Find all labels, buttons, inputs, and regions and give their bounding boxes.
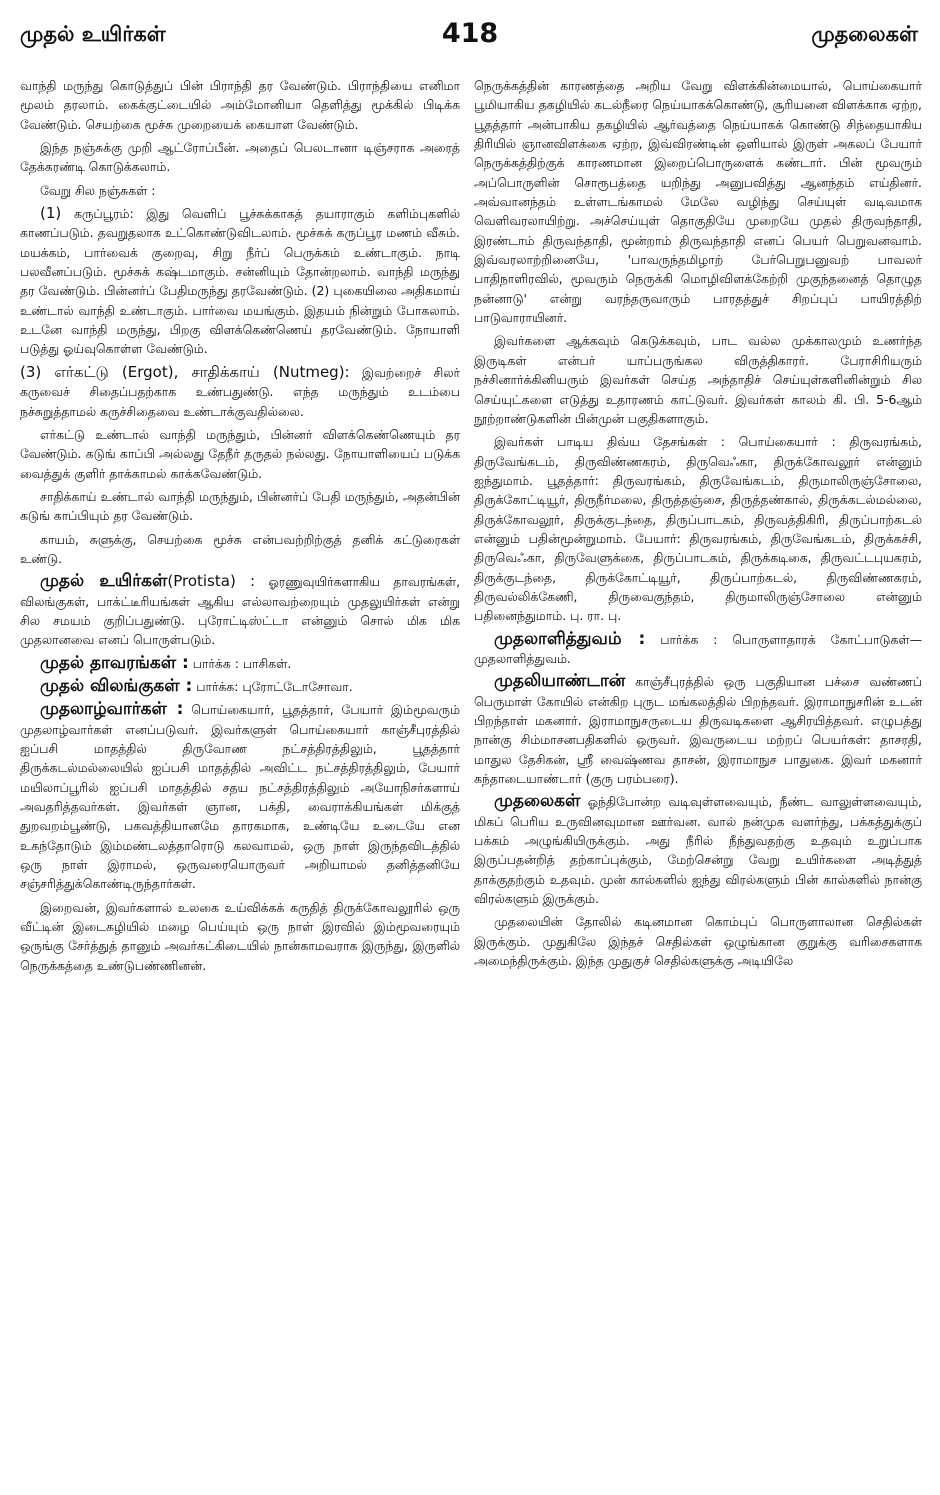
- entry-text: பார்க்க : பொருளாதாரக் கோட்பாடுகள்—முதலாளித்துவம்.: [474, 631, 922, 666]
- paragraph: இந்த நஞ்சுக்கு முறி ஆட்ரோப்பீன். அதைப் பெலடானா டிஞ்சராக அரைத் தேக்கரண்டி கொடுக்கலாம்.: [20, 140, 460, 175]
- running-head-left: முதல் உயிர்கள்: [20, 22, 166, 46]
- paragraph: [20, 363, 460, 421]
- entry-text: பார்க்க: புரோட்டோசோவா.: [196, 678, 353, 694]
- entry: [474, 672, 922, 788]
- entry: [20, 572, 460, 649]
- entry-heading: முதல் தாவரங்கள் :: [40, 652, 189, 673]
- entry: [474, 630, 922, 669]
- paragraph: [20, 204, 460, 359]
- entry-heading: முதல் விலங்குகள் :: [40, 675, 193, 696]
- paragraph: [474, 432, 922, 625]
- entry-text: பொய்கையார், பூதத்தார், பேயார் இம்மூவரும் முதலாழ்வார்கள் எனப்படுவர். இவர்களுள் பொய்கையார் காஞ்சீபுரத்தில் ஐப்பசி மாதத்தில் திருவோண நட்சத்திரத்திலும், பூதத்தார் திருக்கடல்மல்லையில் ஐப்பசி மாதத்தில் அவிட்ட நட்சத்திரத்திலும், பேயார் மயிலாப்பூரில் ஐப்பசி மாதத்தில் சதய நட்சத்திரத்திலும் அயோநிசர்களாய் அவதரித்தவர்கள். இவர்கள் ஞான, பக்தி, வைராக்கியங்கள் மிக்குத் துறவறம்பூண்டு, பகவத்தியானமே தாரகமாக, உண்டியே உடையே என உகந்தோடும் இம்மண்டலத்தாரொடு கலவாமல், ஒரு நாள் இருந்தவிடத்தில் ஒரு நாள் இராமல், ஒருவரையொருவர் அறியாமல் தனித்தனியே சஞ்சரித்துக்கொண்டிருந்தார்கள்.: [20, 702, 460, 892]
- paragraph-text: இவற்றைச் சிலர் கருவைச் சிதைப்பதற்காக உண்பதுண்டு. எந்த மருந்தும் உடம்பை நச்சுறுத்தாமல் கருச்சிதைவை உண்டாக்குவதில்லை.: [20, 364, 460, 419]
- paragraph: முதலையின் தோலில் கடினமான கொம்புப் பொருளாலான செதில்கள் இருக்கும். முதுகிலே இந்தச் செதில்கள் ஒழுங்கான குறுக்கு வரிசைகளாக அமைந்திருக்கும். இந்த முதுகுச் செதில்களுக்கு அடியிலே: [474, 914, 922, 969]
- entry-text: காஞ்சீபுரத்தில் ஒரு பகுதியான பச்சை வண்ணப் பெருமாள் கோயில் என்கிற புருட மங்கலத்தில் பிறந்தவர். இராமாநுசரின் உடன் பிறந்தாள் மகனார். இராமாநுசருடைய திருவடிகளை ஆசிரயித்தவர். எழுபத்து நான்கு சிம்மாசனபதிகளில் ஒருவர். இவருடைய மற்றப் பெயர்கள்: தாசரதி, மாதுல தேசிகன், ஸ்ரீ வைஷ்ணவ தாசன், இராமாநுச பாதுகை. இவர் மகனார் கந்தாடையாண்டார் (குரு பரம்பரை).: [474, 674, 922, 787]
- paragraph: வேறு சில நஞ்சுகள் :: [40, 182, 156, 198]
- paragraph: இவர்களை ஆக்கவும் கெடுக்கவும், பாட வல்ல முக்காலமும் உணர்ந்த இருடிகள் என்பர் யாப்பருங்கல விருத்திகாரர். பேராசிரியரும் நச்சினார்க்கினியரும் இவர்கள் செய்த அந்தாதிச் செய்யுள்களினின்றும் சில செய்யுட்களை எடுத்து உதாரணம் காட்டுவர். இவர்கள் காலம் கி. பி. 5-6ஆம் நூற்றாண்டுகளின் பின்முன் பகுதிகளாகும்.: [474, 333, 922, 426]
- paragraph: காயம், சுளுக்கு, செயற்கை மூச்சு என்பவற்றிற்குத் தனிக் கட்டுரைகள் உண்டு.: [20, 531, 460, 566]
- entry-heading: முதலாழ்வார்கள் :: [40, 699, 184, 720]
- entry-heading: முதலைகள்: [494, 791, 581, 812]
- paragraph: நெருக்கத்தின் காரணத்தை அறிய வேறு விளக்கின்மையால், பொய்கையார் பூமியாகிய தகழியில் கடல்நீரை நெய்யாகக்கொண்டு, சூரியனை விளக்காக ஏற்ற, பூதத்தார் அன்பாகிய தகழியில் ஆர்வத்தை நெய்யாகக் கொண்டு சிந்தையாகிய திரியில் ஞானவிளக்கை ஏற்ற, இவ்விரண்டின் ஒளியால் இருள் அகலப் பேயார் நெருக்கத்திற்குக் காரணமான இறைப்பொருளைக் கண்டார். பின் மூவரும் அப்பொருளின் சொரூபத்தை யறிந்து அனுபவித்து ஆனந்தம் எய்தினர். அவ்வானந்தம் உள்ளடங்காமல் மேலே வழிந்து செய்யுள் வடிவமாக வெளிவரலாயிற்று. அச்செய்யுள் தொகுதியே முறையே முதல் திருவந்தாதி, இரண்டாம் திருவந்தாதி, மூன்றாம் திருவந்தாதி எனப் பெயர் பெறுவனவாம். இவ்வரலாற்றினையே, 'பாவருந்தமிழாற் பேர்பெறுபனுவற் பாவலர் பாதிநாளிரவில், மூவரும் நெருக்கி மொழிவிளக்கேற்றி முகுந்தனைத் தொழுத நன்னாடு' என்று வரந்தருவாரும் பாரதத்துச் சிறப்புப் பாயிரத்திற் பாடுவாராயினர்.: [474, 78, 922, 326]
- item-heading: (3) எர்கட்டு (Ergot), சாதிக்காய் (Nutmeg):: [20, 362, 350, 381]
- paragraph-text: கருப்பூரம்: இது வெளிப் பூச்சுக்காகத் தயாராகும் களிம்புகளில் காணப்படும். தவறுதலாக உட்கொண்டுவிடலாம். மூச்சுக் கருப்பூர மணம் வீசும். மயக்கம், பார்வைக் குறைவு, சிறு நீர்ப் பெருக்கம் உண்டாகும். நாடி பலவீனப்படும். மூச்சுக் கஷ்டமாகும். சன்னியும் தோன்றலாம். வாந்தி மருந்து தர வேண்டும். பின்னர்ப் பேதிமருந்து தரவேண்டும். (2) புகையிலை அதிகமாய் உண்டால் வாந்தி உண்டாகும். பார்வை மயங்கும். இதயம் நின்றும் போகலாம். உடனே வாந்தி மருந்து, பிறகு விளக்கெண்ணெய் தரவேண்டும். நோயாளி படுத்து ஓய்வுகொள்ள வேண்டும்.: [20, 206, 460, 357]
- entry: [474, 792, 922, 908]
- page-header: [0, 0, 940, 60]
- entry-text: பார்க்க : பாசிகள்.: [192, 655, 292, 671]
- paragraph: எர்கட்டு உண்டால் வாந்தி மருந்தும், பின்னர் விளக்கெண்ணெயும் தர வேண்டும். கடுங் காப்பி அல்லது தேநீர் தருதல் நல்லது. நோயாளியைப் படுக்க வைத்துக் குளிர் தாக்காமல் காக்கவேண்டும்.: [20, 426, 460, 481]
- paragraph: சாதிக்காய் உண்டால் வாந்தி மருந்தும், பின்னர்ப் பேதி மருந்தும், அதன்பின் கடுங் காப்பியும் தர வேண்டும்.: [20, 488, 460, 524]
- entry: [20, 700, 460, 893]
- paragraph: இறைவன், இவர்களால் உலகை உய்விக்கக் கருதித் திருக்கோவலூரில் ஒரு வீட்டின் இடைகழியில் மழை பெய்யும் ஒரு நாள் இரவில் இம்மூவரையும் ஒருங்கு சேர்த்துத் தானும் அவர்கட்கிடையில் நான்காமவராக இருந்து, இருளில் நெருக்கத்தை உண்டுபண்ணினன்.: [20, 899, 460, 973]
- right-column: [474, 76, 922, 1486]
- page-number: 418: [441, 18, 499, 49]
- running-head-right: முதலைகள்: [811, 22, 918, 46]
- entry-text: ஓந்திபோன்ற வடிவுள்ளவையும், நீண்ட வாலுள்ளவையும், மிகப் பெரிய உருவினவுமான ஊர்வன. வால் நன்முக வளர்ந்து, பக்கத்துக்குப் பக்கம் அழுங்கியிருக்கும். அது நீரில் நீந்துவதற்கு உதவும் உறுப்பாக இருப்பதன்றித் தற்காப்புக்கும், மேற்சென்று வேறு உயிர்களை அடித்துத் தாக்குதற்கும் உதவும். முன் கால்களில் ஐந்து விரல்களும் பின் கால்களில் நான்கு விரல்களும் இருக்கும்.: [474, 794, 922, 907]
- entry-heading: முதலாளித்துவம் :: [494, 628, 646, 649]
- entry: [20, 654, 460, 673]
- item-number: (1): [40, 204, 62, 223]
- entry-heading: முதலியாண்டான்: [494, 671, 626, 692]
- paragraph-text: இவர்கள் பாடிய திவ்ய தேசங்கள் : பொய்கையார் : திருவரங்கம், திருவேங்கடம், திருவிண்ணகரம், திருவெஃகா, திருக்கோவலூர் என்னும் ஐந்துமாம். பூதத்தார்: திருவரங்கம், திருவேங்கடம், திருமாலிருஞ்சோலை, திருக்கோட்டியூர், திருநீர்மலை, திருத்தஞ்சை, திருத்தண்கால், திருக்கடல்மல்லை, திருக்கோவலூர், திருக்குடந்தை, திருப்பாடகம், திருவத்திகிரி, திருப்பாற்கடல் என்னும் பதின்மூன்றுமாம். பேயார்: திருவரங்கம், திருவேங்கடம், திருக்கச்சி, திருவெஃகா, திருவேளுக்கை, திருப்பாடகம், திருக்கடிகை, திருவட்டபுயகரம், திருக்குடந்தை, திருக்கோட்டியூர், திருப்பாற்கடல், திருவிண்ணகரம், திருவல்லிக்கேணி, திருவைகுந்தம், திருமாலிருஞ்சோலை என்னும் பதினைந்துமாம்.: [474, 434, 922, 624]
- entry-text: ஓரணுவுயிர்களாகிய தாவரங்கள், விலங்குகள், பாக்ட்டீரியங்கள் ஆகிய எல்லாவற்றையும் முதலுயிர்கள் என்று சில சமயம் குறிப்பதுண்டு. புரோட்டிஸ்ட்டா என்னும் சொல் மிக மிக முதலானவை எனப் பொருள்படும்.: [20, 574, 460, 648]
- left-column: [20, 76, 460, 1486]
- entry-heading: முதல் உயிர்கள்: [40, 571, 168, 592]
- entry-heading-latin: (Protista) :: [167, 572, 256, 591]
- entry: [20, 677, 460, 696]
- paragraph: வாந்தி மருந்து கொடுத்துப் பின் பிராந்தி தர வேண்டும். பிராந்தியை எனிமா மூலம் தரலாம். கைக்குட்டையில் அம்மோனியா தெளித்து மூக்கில் பிடிக்க வேண்டும். செயற்கை மூச்சு முறையைக் கையாள வேண்டும்.: [20, 78, 460, 132]
- author-initials: பு. ரா. பு.: [570, 608, 622, 624]
